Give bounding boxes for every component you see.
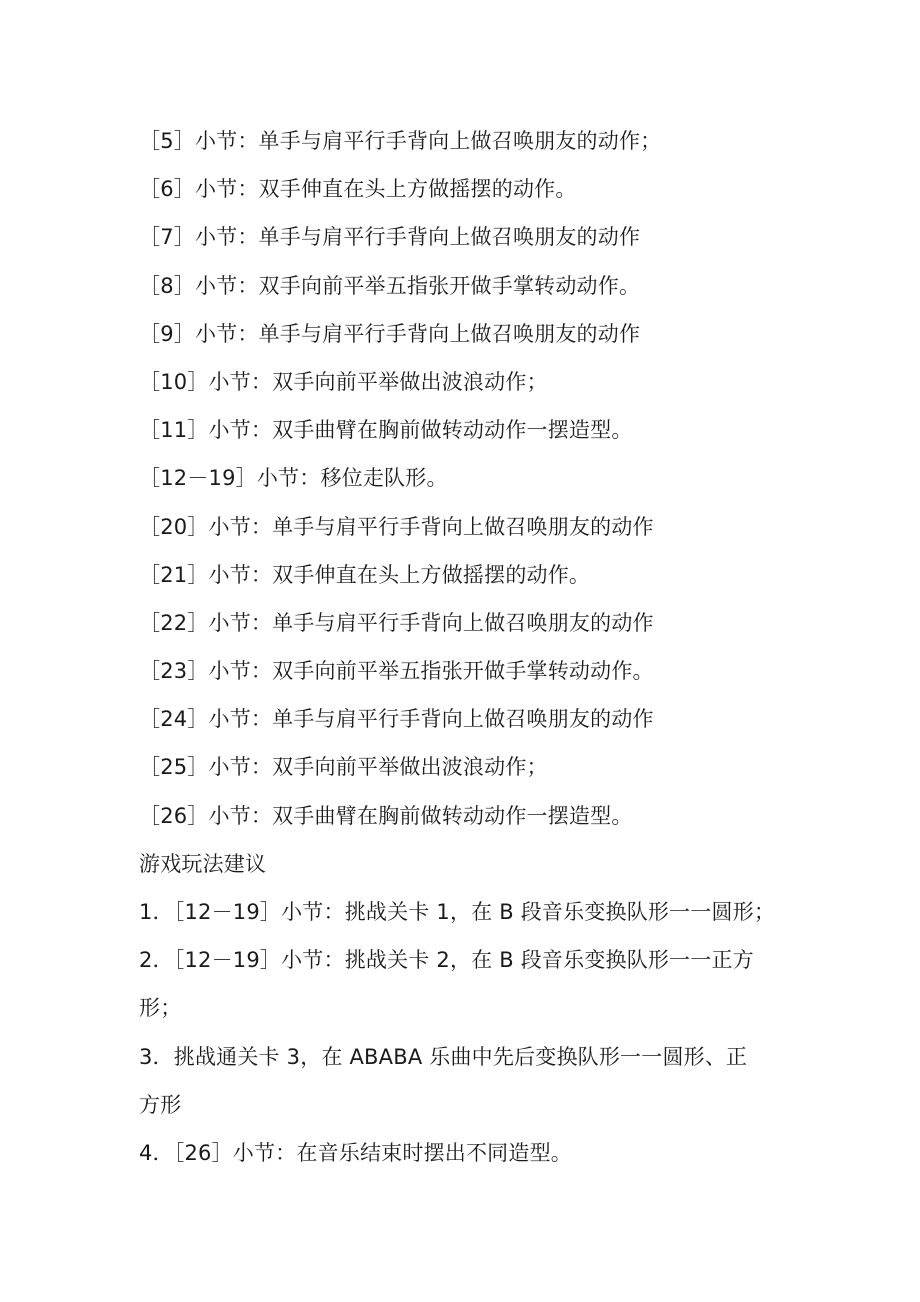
suggestion-item: 4．［26］小节：在音乐结束时摆出不同造型。	[139, 1140, 572, 1165]
suggestion-item: 1．［12－19］小节：挑战关卡 1，在 B 段音乐变换队形一一圆形；	[139, 900, 776, 924]
measure-line: ［22］小节：单手与肩平行手背向上做召唤朋友的动作	[139, 610, 654, 635]
suggestion-item-continuation: 形；	[139, 996, 182, 1021]
measure-line: ［20］小节：单手与肩平行手背向上做召唤朋友的动作	[139, 514, 654, 539]
suggestion-item: 3．挑战通关卡 3，在 ABABA 乐曲中先后变换队形一一圆形、正	[139, 1044, 748, 1069]
measure-line: ［7］小节：单手与肩平行手背向上做召唤朋友的动作	[139, 225, 641, 250]
measure-line: ［9］小节：单手与肩平行手背向上做召唤朋友的动作	[139, 321, 641, 346]
measure-line: ［24］小节：单手与肩平行手背向上做召唤朋友的动作	[139, 707, 654, 732]
measure-line: ［26］小节：双手曲臂在胸前做转动动作一摆造型。	[139, 803, 633, 828]
suggestion-item-continuation: 方形	[139, 1092, 182, 1117]
measure-line: ［12－19］小节：移位走队形。	[139, 466, 448, 491]
measure-line: ［10］小节：双手向前平举做出波浪动作；	[139, 369, 548, 394]
suggestion-item: 2．［12－19］小节：挑战关卡 2，在 B 段音乐变换队形一一正方	[139, 948, 754, 973]
document-body	[139, 117, 789, 1177]
measure-line: ［11］小节：双手曲臂在胸前做转动动作一摆造型。	[139, 418, 633, 443]
measure-line: ［23］小节：双手向前平举五指张开做手掌转动动作。	[139, 659, 654, 684]
measure-line: ［21］小节：双手伸直在头上方做摇摆的动作。	[139, 562, 591, 587]
measure-line: ［6］小节：双手伸直在头上方做摇摆的动作。	[139, 177, 577, 202]
measure-line: ［25］小节：双手向前平举做出波浪动作；	[139, 755, 548, 780]
measure-line: ［8］小节：双手向前平举五指张开做手掌转动动作。	[139, 273, 641, 298]
section-heading: 游戏玩法建议	[139, 851, 267, 876]
measure-line: ［5］小节：单手与肩平行手背向上做召唤朋友的动作；	[139, 129, 662, 153]
